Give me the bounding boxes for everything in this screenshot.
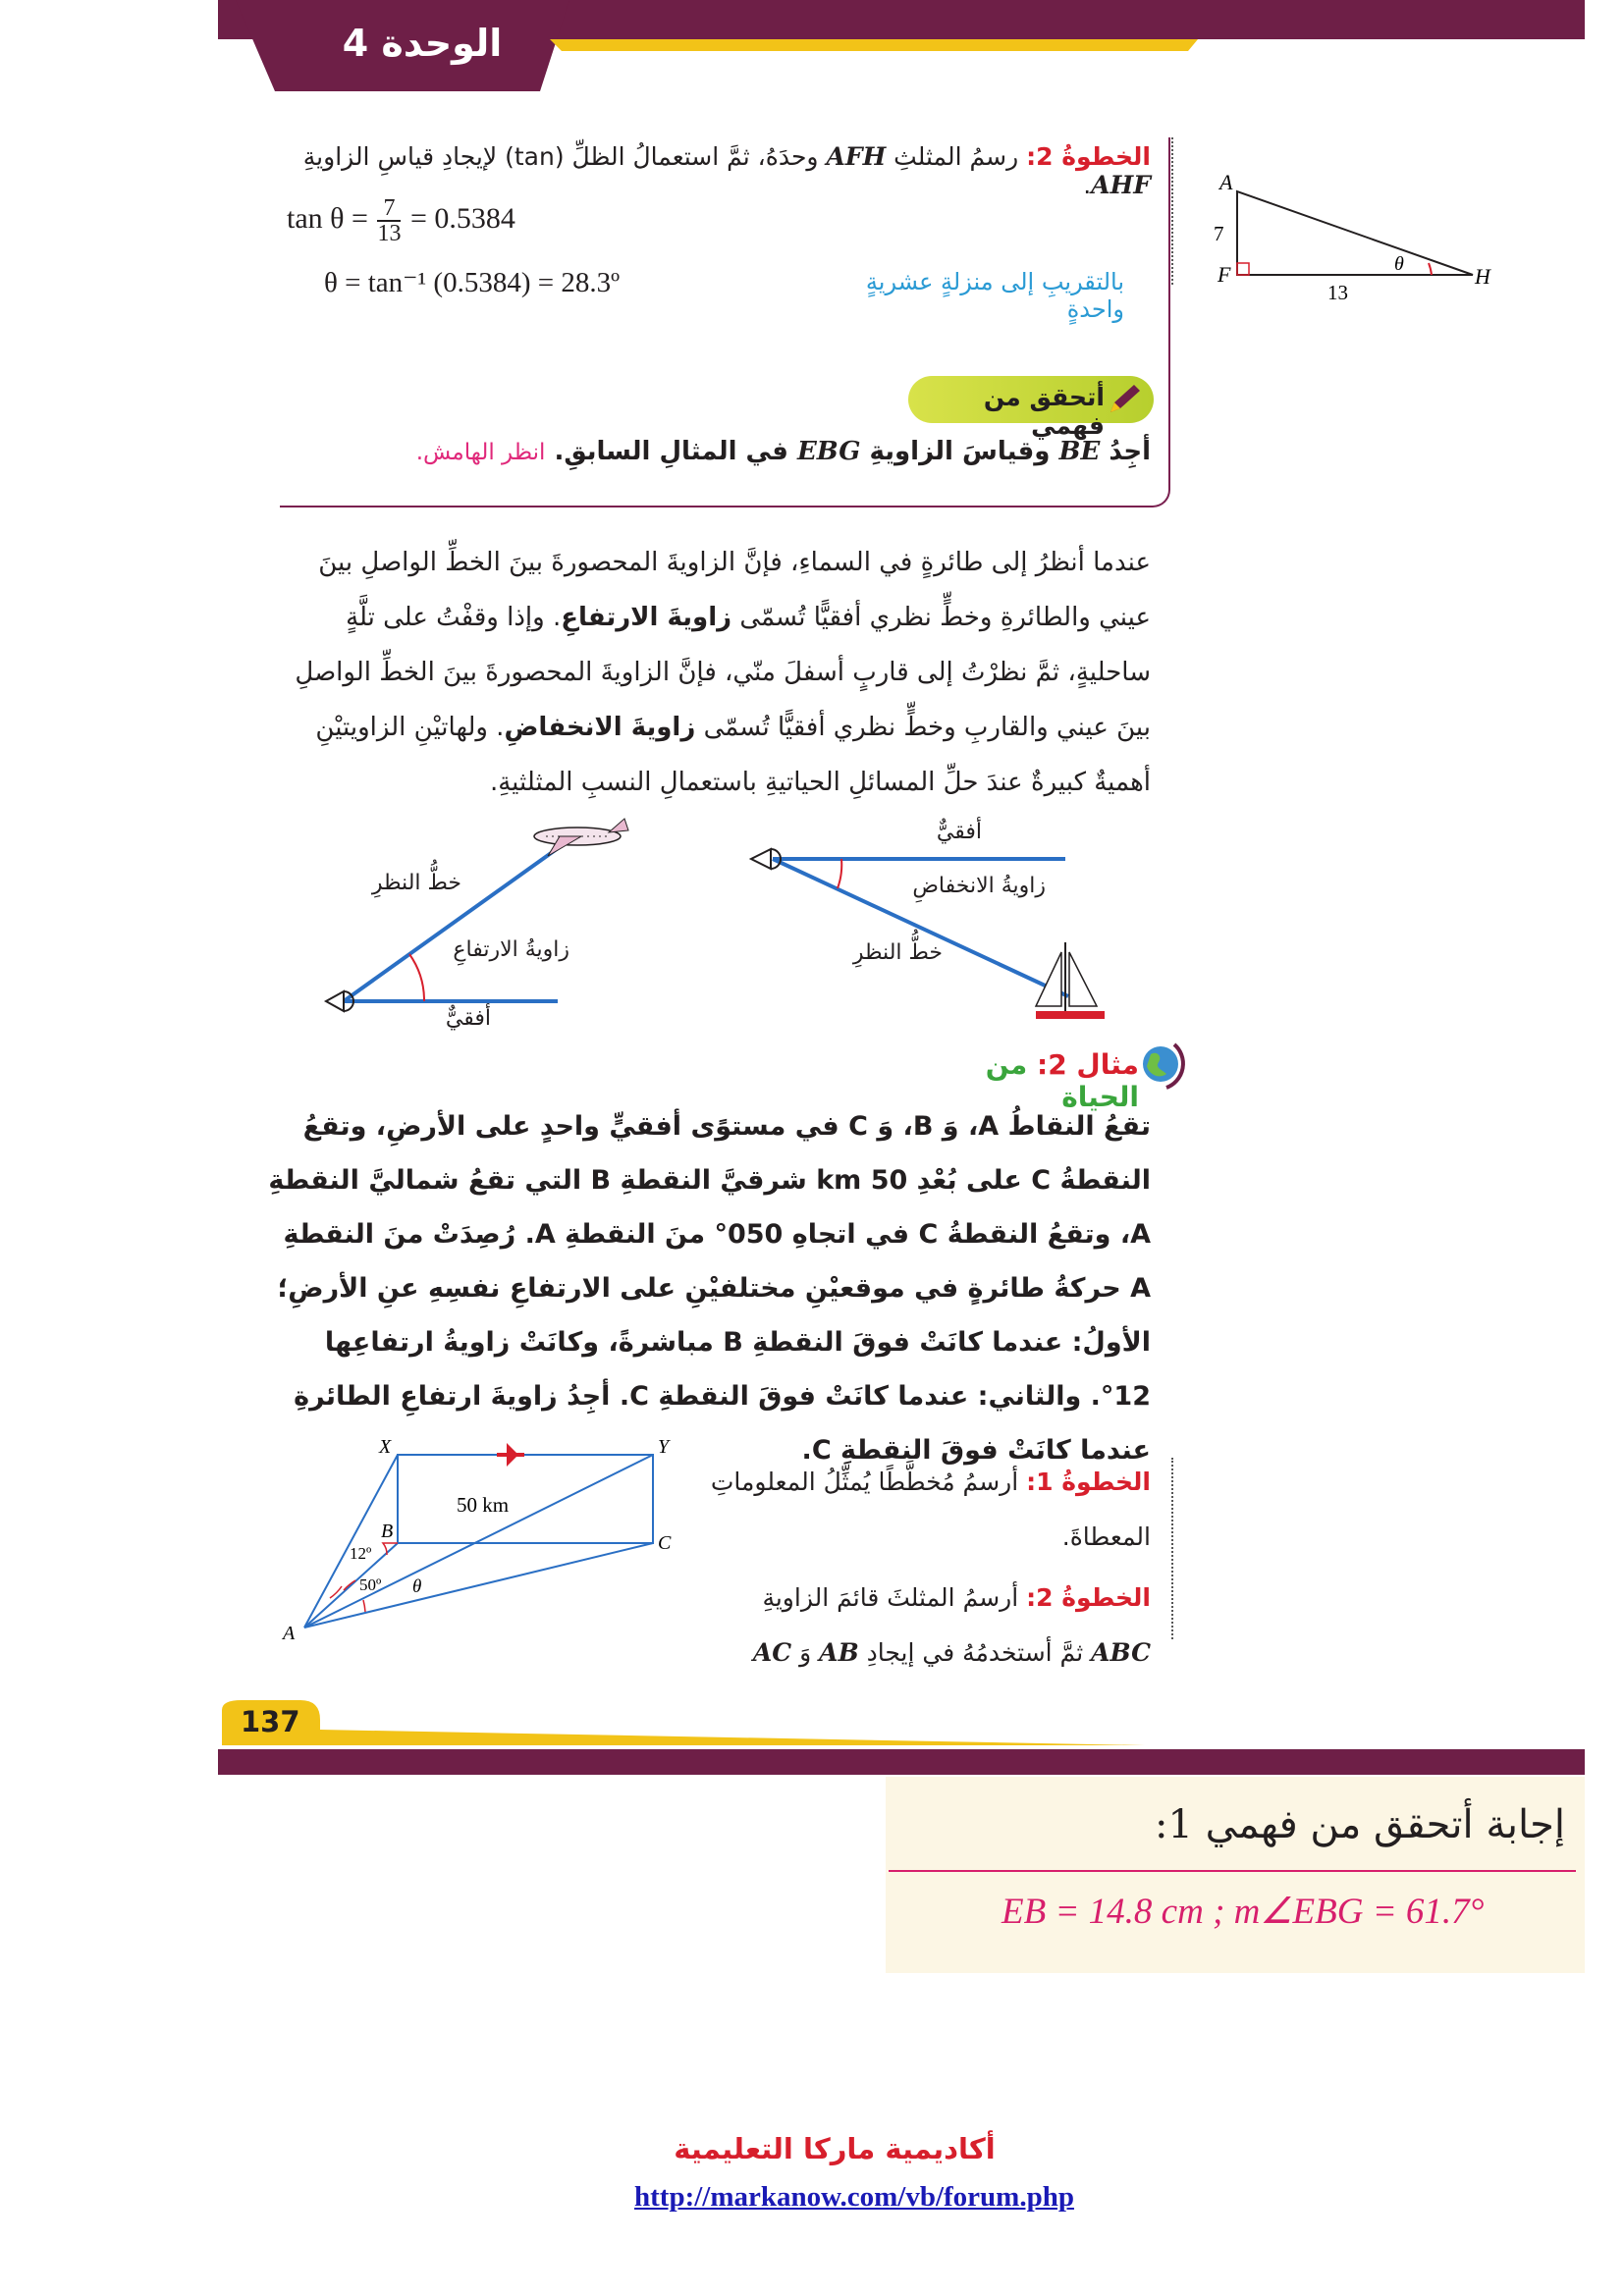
para-part-1: عندما أنظرُ إلى طائرةٍ في السماءِ، فإنَّ الزاويةَ المحصورةَ بينَ الخطِّ الواصلِ بينَ عيني والطائرةِ وخطٍّ نظري أفقيًّا تُسمّى bbox=[318, 548, 1151, 632]
elev-sight-label: خطُّ النظرِ bbox=[371, 871, 461, 895]
check-q-a: أجِدُ bbox=[1100, 437, 1151, 466]
depression-diagram bbox=[731, 829, 1124, 1026]
term-depression: زاويةَ الانخفاضِ bbox=[504, 713, 696, 742]
example-title-number: مثال 2: bbox=[1027, 1048, 1139, 1081]
divider bbox=[1171, 1458, 1173, 1639]
check-question bbox=[267, 437, 1151, 466]
fraction-numerator: 7 bbox=[377, 196, 401, 222]
margin-note: انظر الهامش. bbox=[415, 440, 546, 465]
step2-text-a: رسمُ المثلثِ bbox=[886, 142, 1027, 171]
fraction bbox=[377, 196, 401, 245]
tan-result: = 0.5384 bbox=[409, 201, 515, 235]
step1-label: الخطوةُ 1: bbox=[1026, 1468, 1151, 1496]
depr-sight-label: خطُّ النظرِ bbox=[852, 940, 943, 965]
vertex-h: H bbox=[1475, 264, 1490, 289]
page-number: 137 bbox=[241, 1705, 300, 1738]
angle-12-label: 12º bbox=[350, 1544, 372, 1563]
tan-prefix: tan θ = bbox=[287, 201, 368, 235]
check-q-c: في المثالِ السابقِ. bbox=[554, 437, 797, 466]
divider bbox=[1171, 137, 1173, 285]
footer-band bbox=[218, 1749, 1585, 1775]
angle-ebg: EBG bbox=[796, 437, 861, 466]
plane-figure bbox=[275, 1433, 687, 1644]
step2b-a: أرسمُ المثلثَ قائمَ الزاويةِ bbox=[762, 1583, 1027, 1612]
segment-be: BE bbox=[1058, 437, 1101, 466]
vertex-f: F bbox=[1218, 262, 1231, 287]
pencil-icon bbox=[1105, 383, 1144, 416]
globe-icon bbox=[1137, 1041, 1186, 1092]
vertex-a: A bbox=[1219, 170, 1233, 194]
triangle-abc: ABC bbox=[1091, 1638, 1151, 1667]
airplane-icon bbox=[534, 819, 628, 856]
distance-label: 50 km bbox=[457, 1493, 510, 1517]
step2-label: الخطوةُ 2: bbox=[1026, 142, 1151, 171]
fraction-denominator: 13 bbox=[377, 221, 402, 246]
angles-paragraph bbox=[267, 535, 1151, 810]
side-af: 7 bbox=[1214, 222, 1224, 245]
tan-equation bbox=[287, 196, 515, 245]
angle-50-label: 50º bbox=[359, 1575, 382, 1594]
example-title-topic: من الحياة bbox=[985, 1048, 1139, 1113]
unit-title: الوحدة 4 bbox=[342, 22, 503, 65]
para-part-3: . ولهاتيْنِ الزاويتيْنِ أهميةٌ كبيرةٌ عندَ حلِّ المسائلِ الحياتيةِ باستعمالِ النسبِ المثلثيةِ. bbox=[315, 713, 1151, 797]
step2b-b: ثمَّ أستخدمُهُ في إيجادِ bbox=[858, 1638, 1092, 1667]
header-accent-line bbox=[550, 39, 1198, 51]
step2-text-b: وحدَهُ، ثمَّ استعمالُ الظلِّ (tan) لإيجادِ قياسِ الزاويةِ bbox=[302, 142, 827, 171]
elev-angle-label: زاويةُ الارتفاعِ bbox=[453, 937, 569, 962]
rounding-note: بالتقريبِ إلى منزلةٍ عشريةٍ واحدةٍ bbox=[865, 268, 1124, 323]
point-a: A bbox=[283, 1623, 296, 1644]
step2b-c: وَ bbox=[791, 1638, 820, 1667]
elev-horizontal-label: أفقيٌّ bbox=[445, 1006, 491, 1031]
answer-title: إجابة أتحقق من فهمي 1: bbox=[1155, 1802, 1565, 1847]
sailboat-icon bbox=[1036, 942, 1105, 1019]
step2b-text bbox=[699, 1571, 1151, 1681]
angle-theta: θ bbox=[1394, 253, 1404, 275]
step2-text bbox=[267, 142, 1151, 199]
page-number-bar bbox=[222, 1700, 1145, 1745]
step1-text bbox=[699, 1455, 1151, 1565]
airplane-icon bbox=[497, 1443, 524, 1467]
check-q-b: وقياسَ الزاويةِ bbox=[860, 437, 1059, 466]
depr-angle-label: زاويةُ الانخفاضِ bbox=[912, 874, 1046, 898]
para-part-2: . وإذا وقفْتُ على تلَّةٍ ساحليةٍ، ثمَّ نظرْتُ إلى قاربٍ أسفلَ منّي، فإنَّ الزاويةَ المحصورةَ بينَ الخطِّ الواصلِ بينَ عيني والقاربِ وخطٍّ نظري أفقيًّا تُسمّى bbox=[295, 603, 1151, 742]
footer-link[interactable]: http://markanow.com/vb/forum.php bbox=[634, 2181, 1074, 2213]
check-label: أتحقق من فهمي bbox=[983, 383, 1105, 440]
segment-ab: AB bbox=[819, 1638, 859, 1667]
side-fh: 13 bbox=[1327, 281, 1348, 304]
depr-horizontal-label: أفقيٌّ bbox=[936, 820, 982, 844]
triangle-afh: AFH bbox=[826, 142, 887, 171]
point-x: X bbox=[379, 1436, 392, 1458]
theta-equation: θ = tan⁻¹ (0.5384) = 28.3º bbox=[324, 267, 621, 298]
angle-theta-label: θ bbox=[412, 1576, 422, 1597]
answer-rule bbox=[889, 1870, 1576, 1872]
angle-ahf: AHF bbox=[1091, 171, 1151, 199]
term-elevation: زاويةَ الارتفاعِ bbox=[561, 603, 732, 632]
answer-body: EB = 14.8 cm ; m∠EBG = 61.7° bbox=[1001, 1892, 1485, 1932]
footer-academy-name: أكاديمية ماركا التعليمية bbox=[674, 2132, 996, 2165]
step2b-label: الخطوةُ 2: bbox=[1026, 1583, 1151, 1612]
step1-body: أرسمُ مُخطَّطًا يُمثِّلُ المعلوماتِ المعطاةَ. bbox=[710, 1468, 1151, 1551]
step2-end: . bbox=[1083, 171, 1092, 199]
point-b: B bbox=[381, 1521, 394, 1542]
triangle-afh-figure bbox=[1208, 162, 1502, 309]
point-c: C bbox=[658, 1532, 672, 1554]
point-y: Y bbox=[658, 1436, 670, 1458]
segment-ac: AC bbox=[752, 1638, 792, 1667]
example-text: تقعُ النقاطُ A، وَ B، وَ C في مستوًى أفقيٍّ واحدٍ على الأرضِ، وتقعُ النقطةُ C على بُعْدِ 50 km شرقيَّ النقطةِ B التي تقعُ شماليَّ النقطةِ A، وتقعُ النقطةُ C في اتجاهِ 050° منَ النقطةِ A. رُصِدَتْ منَ النقطةِ A حركةُ طائرةٍ في موقعيْنِ مختلفيْنِ على الارتفاعِ نفسِهِ عنِ الأرضِ؛ الأولُ: عندما كانَتْ فوقَ النقطةِ B مباشرةً، وكانَتْ زاويةُ ارتفاعِها 12°. والثاني: عندما كانَتْ فوقَ النقطةِ C. أجِدُ زاويةَ ارتفاعِ الطائرةِ عندما كانَتْ فوقَ النقطةِ C. bbox=[268, 1111, 1151, 1466]
